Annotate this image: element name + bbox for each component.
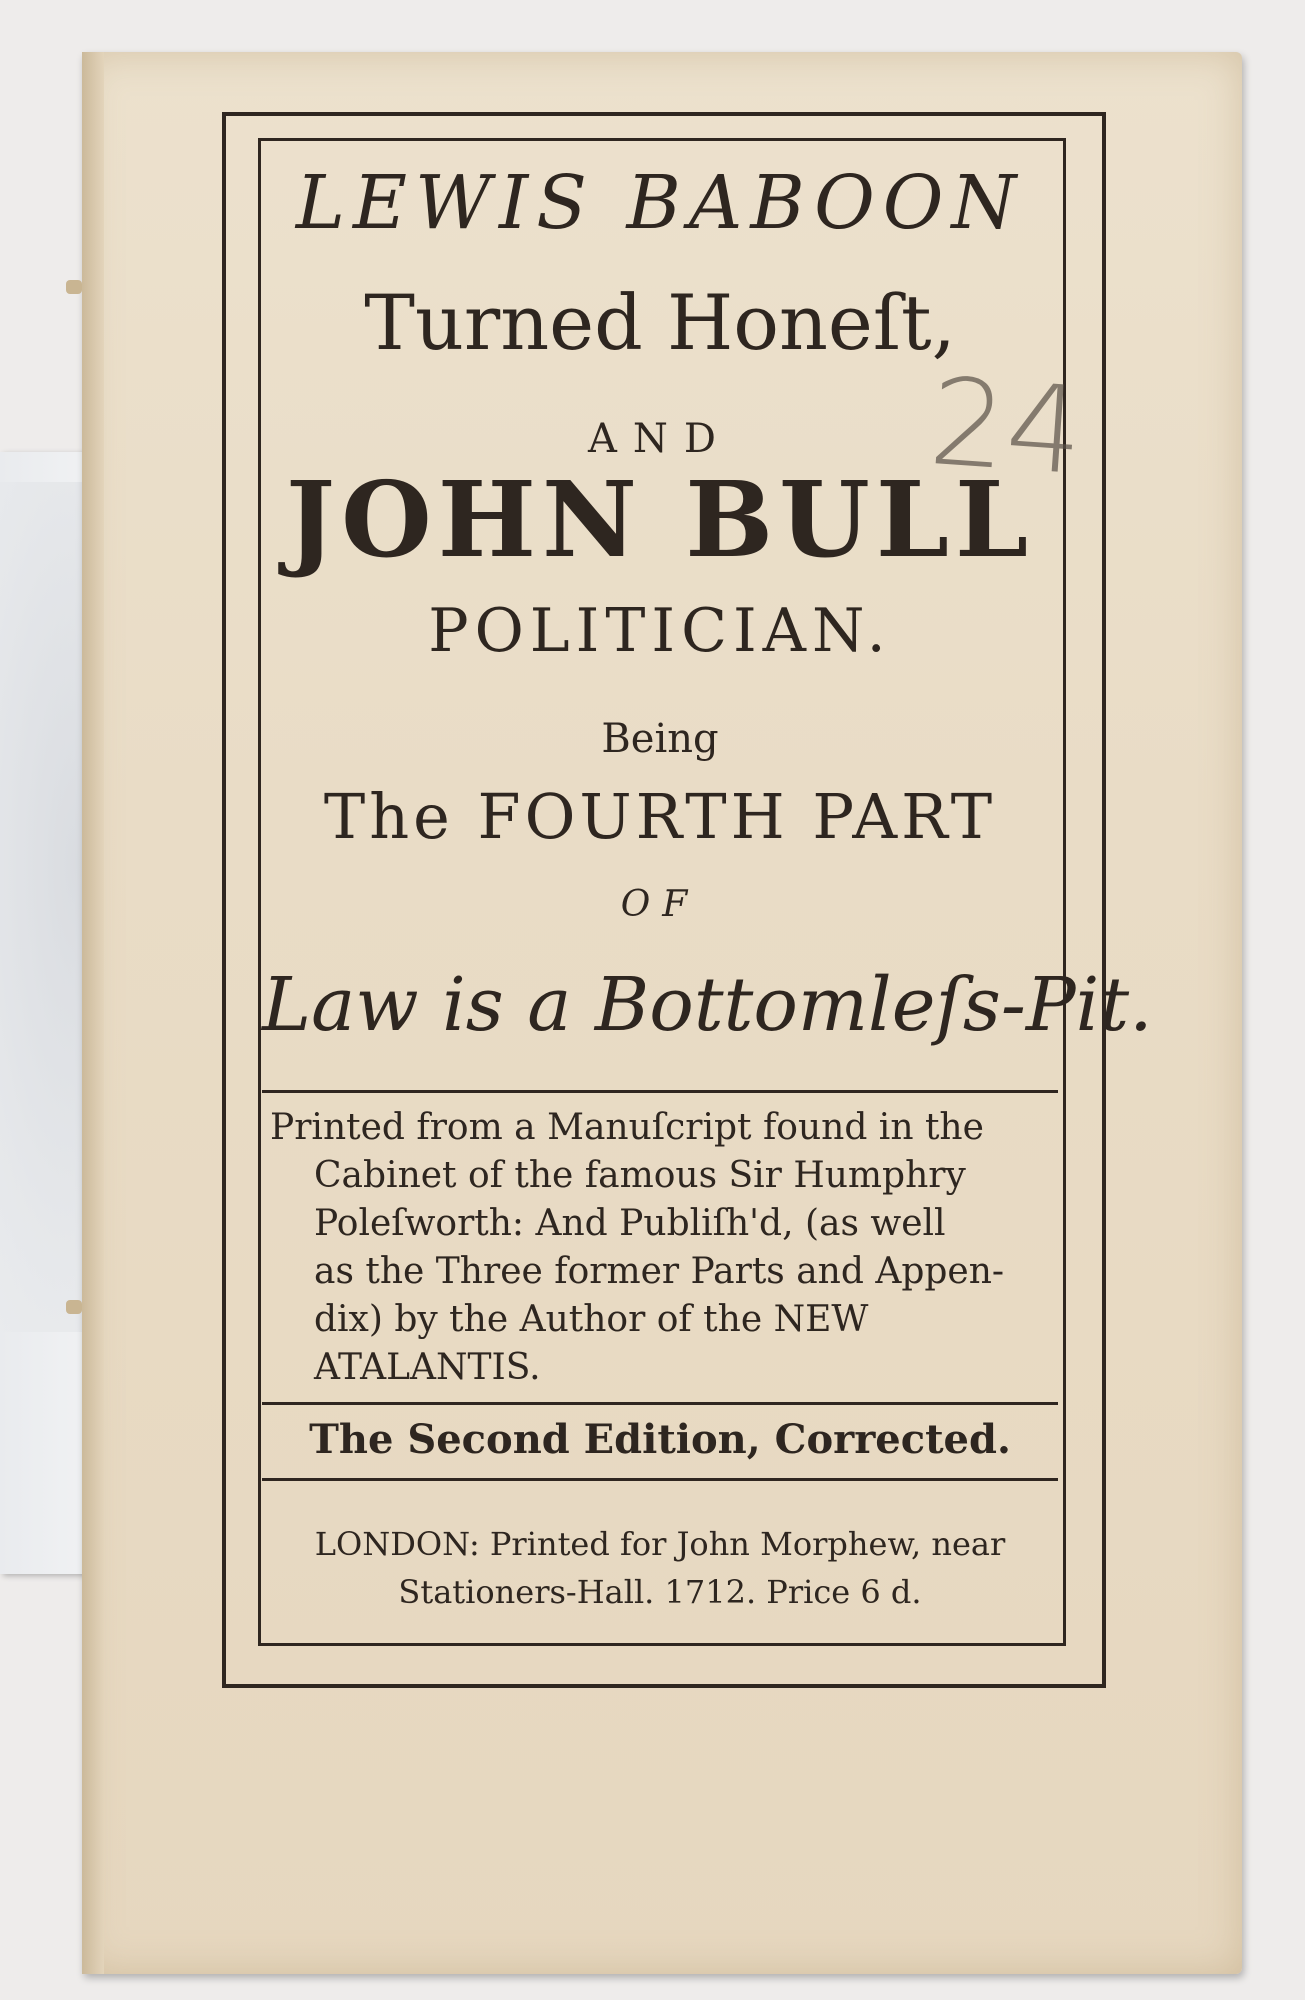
publisher-line: Stationers-Hall. 1712. Price 6 d. <box>398 1573 922 1611</box>
title-line-law-bottomless-pit: Law is a Bottomleſs-Pit. <box>262 962 1153 1048</box>
imprint-line: Cabinet of the famous Sir Humphry <box>314 1155 966 1196</box>
imprint-line: ATALANTIS. <box>314 1347 541 1388</box>
divider-rule <box>262 1090 1058 1093</box>
publisher-line: LONDON: Printed for John Morphew, near <box>314 1525 1006 1563</box>
title-line-of: OF <box>620 884 700 925</box>
binding-stitch <box>66 280 82 294</box>
imprint-paragraph <box>270 1104 1050 1392</box>
title-line-and: AND <box>588 416 732 462</box>
binding-stitch <box>66 1300 82 1314</box>
publisher-imprint <box>262 1520 1058 1616</box>
imprint-line: dix) by the Author of the NEW <box>314 1299 869 1340</box>
title-line-turned-honest: Turned Honeſt, <box>364 278 956 367</box>
title-line-fourth-part: The FOURTH PART <box>323 780 997 853</box>
page-spine-edge <box>82 52 104 1974</box>
title-line-lewis-baboon: LEWIS BABOON <box>295 160 1025 246</box>
imprint-line: Printed from a Manuſcript found in the <box>270 1107 984 1148</box>
title-line-being: Being <box>601 716 719 762</box>
title-line-john-bull: JOHN BULL <box>285 458 1035 581</box>
imprint-line: as the Three former Parts and Appen- <box>314 1251 1005 1292</box>
divider-rule <box>262 1478 1058 1481</box>
imprint-line: Poleſworth: And Publiſh'd, (as well <box>314 1203 946 1244</box>
edition-statement: The Second Edition, Corrected. <box>309 1416 1011 1463</box>
title-line-politician: POLITICIAN. <box>428 596 892 666</box>
manuscript-number: 24 <box>925 352 1088 503</box>
divider-rule <box>262 1402 1058 1405</box>
